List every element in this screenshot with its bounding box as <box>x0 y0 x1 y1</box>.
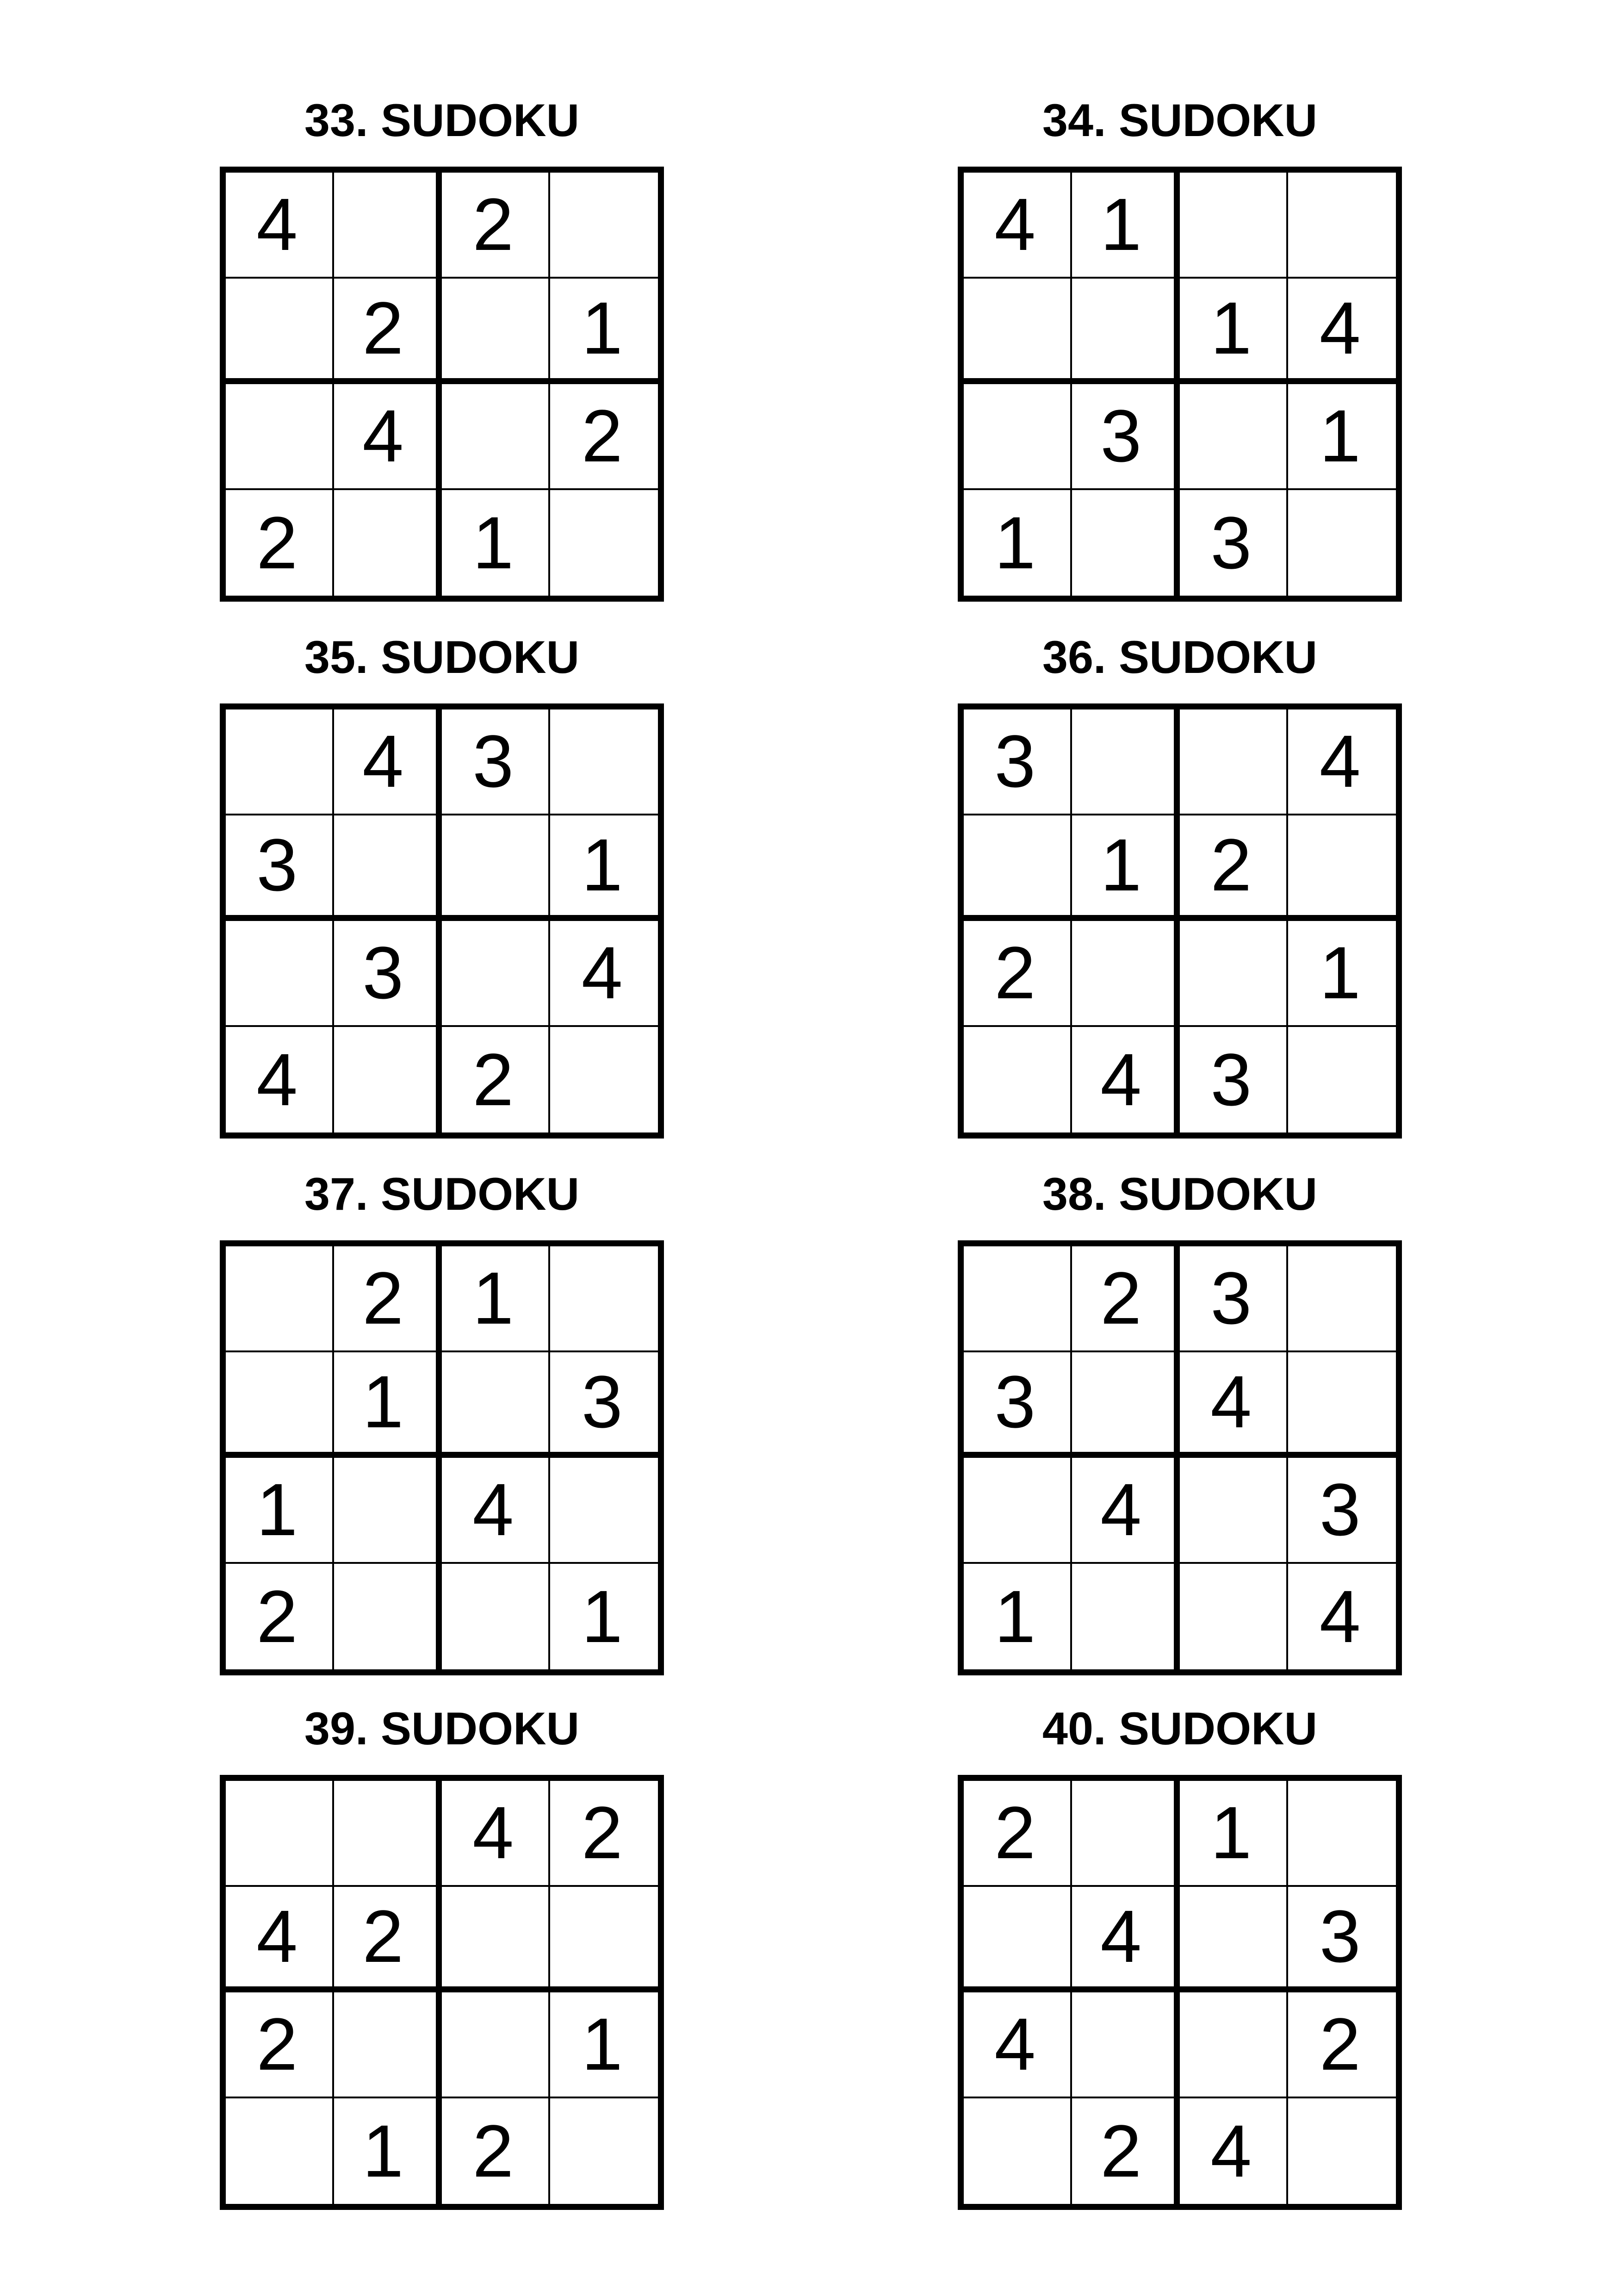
sudoku-cell[interactable] <box>1180 1458 1288 1564</box>
sudoku-cell[interactable] <box>964 279 1072 385</box>
sudoku-cell[interactable]: 2 <box>1180 815 1288 921</box>
sudoku-cell[interactable] <box>334 1992 442 2098</box>
sudoku-cell[interactable]: 1 <box>550 1992 658 2098</box>
sudoku-cell[interactable]: 2 <box>442 1027 550 1133</box>
sudoku-cell[interactable]: 2 <box>334 1246 442 1352</box>
sudoku-cell[interactable] <box>1180 173 1288 279</box>
sudoku-cell[interactable]: 3 <box>550 1352 658 1458</box>
sudoku-cell[interactable] <box>442 384 550 490</box>
sudoku-cell[interactable] <box>226 1352 334 1458</box>
sudoku-cell[interactable] <box>550 173 658 279</box>
sudoku-cell[interactable] <box>1288 173 1396 279</box>
sudoku-cell[interactable]: 1 <box>964 490 1072 596</box>
sudoku-grid <box>958 1240 1402 1675</box>
puzzle-title: 36. SUDOKU <box>1042 631 1318 683</box>
puzzle-title: 37. SUDOKU <box>304 1168 580 1220</box>
sudoku-cell[interactable]: 3 <box>1288 1458 1396 1564</box>
sudoku-grid <box>220 703 664 1139</box>
sudoku-cell[interactable] <box>442 815 550 921</box>
sudoku-cell[interactable]: 4 <box>550 921 658 1027</box>
sudoku-cell[interactable] <box>964 2098 1072 2204</box>
sudoku-cell[interactable]: 2 <box>550 1781 658 1887</box>
sudoku-cell[interactable] <box>1288 1781 1396 1887</box>
sudoku-cell[interactable] <box>334 1564 442 1670</box>
puzzle-title: 34. SUDOKU <box>1042 94 1318 146</box>
sudoku-cell[interactable]: 2 <box>334 1887 442 1993</box>
sudoku-cell[interactable] <box>1072 709 1180 815</box>
sudoku-cell[interactable] <box>226 709 334 815</box>
sudoku-cell[interactable]: 3 <box>1180 1246 1288 1352</box>
sudoku-cell[interactable]: 4 <box>1072 1887 1180 1993</box>
sudoku-cell[interactable] <box>964 1887 1072 1993</box>
sudoku-cell[interactable] <box>334 1027 442 1133</box>
sudoku-cell[interactable] <box>226 1246 334 1352</box>
sudoku-cell[interactable] <box>550 1458 658 1564</box>
puzzle-title: 38. SUDOKU <box>1042 1168 1318 1220</box>
sudoku-cell[interactable] <box>442 921 550 1027</box>
sudoku-cell[interactable] <box>442 1352 550 1458</box>
sudoku-cell[interactable]: 1 <box>964 1564 1072 1670</box>
sudoku-cell[interactable] <box>964 1246 1072 1352</box>
sudoku-cell[interactable] <box>964 1458 1072 1564</box>
sudoku-cell[interactable]: 3 <box>964 709 1072 815</box>
sudoku-cell[interactable]: 4 <box>1288 709 1396 815</box>
sudoku-cell[interactable]: 1 <box>1072 173 1180 279</box>
sudoku-cell[interactable]: 1 <box>581 1574 623 1658</box>
sudoku-cell[interactable]: 1 <box>442 490 550 596</box>
sudoku-cell[interactable]: 2 <box>550 384 658 490</box>
sudoku-cell[interactable]: 4 <box>1180 1352 1288 1458</box>
sudoku-cell[interactable]: 3 <box>1180 1027 1288 1133</box>
sudoku-cell[interactable]: 1 <box>1288 384 1396 490</box>
sudoku-grid <box>958 1775 1402 2210</box>
sudoku-cell[interactable] <box>1072 921 1180 1027</box>
sudoku-cell[interactable]: 4 <box>1180 2098 1288 2204</box>
sudoku-cell[interactable] <box>334 1781 442 1887</box>
sudoku-cell[interactable] <box>550 2098 658 2204</box>
sudoku-cell[interactable] <box>1288 2098 1396 2204</box>
sudoku-cell[interactable]: 4 <box>442 1458 550 1564</box>
sudoku-cell[interactable] <box>1180 1992 1288 2098</box>
sudoku-cell[interactable]: 4 <box>334 384 442 490</box>
puzzle-title: 40. SUDOKU <box>1042 1703 1318 1754</box>
sudoku-cell[interactable] <box>1072 1352 1180 1458</box>
sudoku-cell[interactable] <box>1288 1352 1396 1458</box>
sudoku-cell[interactable]: 4 <box>1288 279 1396 385</box>
sudoku-cell[interactable] <box>550 1027 658 1133</box>
sudoku-cell[interactable]: 2 <box>442 2098 550 2204</box>
sudoku-grid <box>220 1240 664 1675</box>
sudoku-cell[interactable] <box>1180 384 1288 490</box>
sudoku-cell[interactable]: 4 <box>442 1781 550 1887</box>
sudoku-cell[interactable]: 2 <box>334 279 442 385</box>
sudoku-cell[interactable]: 1 <box>226 1458 334 1564</box>
sudoku-cell[interactable] <box>964 1027 1072 1133</box>
sudoku-cell[interactable]: 1 <box>1180 279 1288 385</box>
sudoku-cell[interactable]: 1 <box>1072 815 1180 921</box>
sudoku-cell[interactable] <box>1072 1564 1180 1670</box>
sudoku-cell[interactable] <box>442 1564 550 1670</box>
sudoku-cell[interactable]: 2 <box>964 1781 1072 1887</box>
sudoku-cell[interactable]: 3 <box>1288 1887 1396 1993</box>
sudoku-cell[interactable]: 2 <box>1072 1246 1180 1352</box>
sudoku-cell[interactable] <box>550 1887 658 1993</box>
sudoku-cell[interactable]: 1 <box>550 279 658 385</box>
sudoku-cell[interactable] <box>550 490 658 596</box>
sudoku-cell[interactable]: 1 <box>442 1246 550 1352</box>
sudoku-cell[interactable]: 1 <box>1288 921 1396 1027</box>
sudoku-cell[interactable]: 2 <box>1288 1992 1396 2098</box>
sudoku-cell[interactable]: 2 <box>1072 2098 1180 2204</box>
sudoku-cell[interactable]: 3 <box>964 1352 1072 1458</box>
sudoku-cell[interactable] <box>226 2098 334 2204</box>
sudoku-cell[interactable]: 2 <box>442 173 550 279</box>
sudoku-cell[interactable] <box>226 921 334 1027</box>
sudoku-cell[interactable] <box>442 1992 550 2098</box>
sudoku-cell[interactable] <box>334 1458 442 1564</box>
sudoku-cell[interactable] <box>226 1781 334 1887</box>
sudoku-cell[interactable] <box>226 384 334 490</box>
sudoku-cell[interactable] <box>1180 921 1288 1027</box>
sudoku-cell[interactable]: 4 <box>1072 1027 1180 1133</box>
puzzle-title: 39. SUDOKU <box>304 1703 580 1754</box>
sudoku-cell[interactable] <box>550 709 658 815</box>
puzzle-title: 33. SUDOKU <box>304 94 580 146</box>
sudoku-cell[interactable]: 4 <box>226 1027 334 1133</box>
sudoku-cell[interactable]: 2 <box>226 490 334 596</box>
sudoku-cell[interactable] <box>964 384 1072 490</box>
sudoku-cell[interactable]: 4 <box>226 173 334 279</box>
sudoku-cell[interactable] <box>226 279 334 385</box>
sudoku-cell[interactable] <box>1072 490 1180 596</box>
sudoku-cell[interactable] <box>1072 279 1180 385</box>
sudoku-cell[interactable]: 3 <box>1180 490 1288 596</box>
sudoku-grid <box>958 167 1402 602</box>
sudoku-cell[interactable] <box>964 815 1072 921</box>
sudoku-cell[interactable]: 3 <box>1072 384 1180 490</box>
sudoku-cell[interactable]: 2 <box>226 1992 334 2098</box>
sudoku-cell[interactable] <box>550 1246 658 1352</box>
sudoku-cell[interactable]: 1 <box>334 1352 442 1458</box>
sudoku-cell[interactable] <box>442 1887 550 1993</box>
sudoku-cell[interactable] <box>334 173 442 279</box>
sudoku-cell[interactable]: 4 <box>964 1992 1072 2098</box>
sudoku-cell[interactable]: 2 <box>964 921 1072 1027</box>
sudoku-grid <box>220 1775 664 2210</box>
sudoku-cell[interactable] <box>1288 1027 1396 1133</box>
sudoku-cell[interactable]: 3 <box>334 921 442 1027</box>
sudoku-cell[interactable] <box>1072 1781 1180 1887</box>
sudoku-cell[interactable] <box>334 490 442 596</box>
sudoku-cell[interactable] <box>442 279 550 385</box>
sudoku-cell[interactable] <box>334 815 442 921</box>
sudoku-cell[interactable]: 4 <box>334 709 442 815</box>
sudoku-cell[interactable]: 4 <box>1319 1574 1361 1658</box>
sudoku-cell[interactable] <box>1180 1564 1288 1670</box>
sudoku-cell[interactable]: 1 <box>1180 1781 1288 1887</box>
sudoku-cell[interactable] <box>1072 1992 1180 2098</box>
sudoku-cell[interactable] <box>1288 815 1396 921</box>
sudoku-grid <box>958 703 1402 1139</box>
sudoku-grid <box>220 167 664 602</box>
sudoku-cell[interactable]: 4 <box>1072 1458 1180 1564</box>
sudoku-cell[interactable] <box>1288 1246 1396 1352</box>
sudoku-cell[interactable] <box>1180 1887 1288 1993</box>
sudoku-cell[interactable]: 1 <box>550 815 658 921</box>
sudoku-cell[interactable] <box>1180 709 1288 815</box>
sudoku-cell[interactable]: 2 <box>226 1564 334 1670</box>
sudoku-cell[interactable] <box>1288 490 1396 596</box>
sudoku-cell[interactable]: 3 <box>226 815 334 921</box>
sudoku-cell[interactable]: 1 <box>334 2098 442 2204</box>
sudoku-cell[interactable]: 4 <box>226 1887 334 1993</box>
sudoku-cell[interactable]: 3 <box>442 709 550 815</box>
sudoku-cell[interactable]: 4 <box>964 173 1072 279</box>
puzzle-title: 35. SUDOKU <box>304 631 580 683</box>
